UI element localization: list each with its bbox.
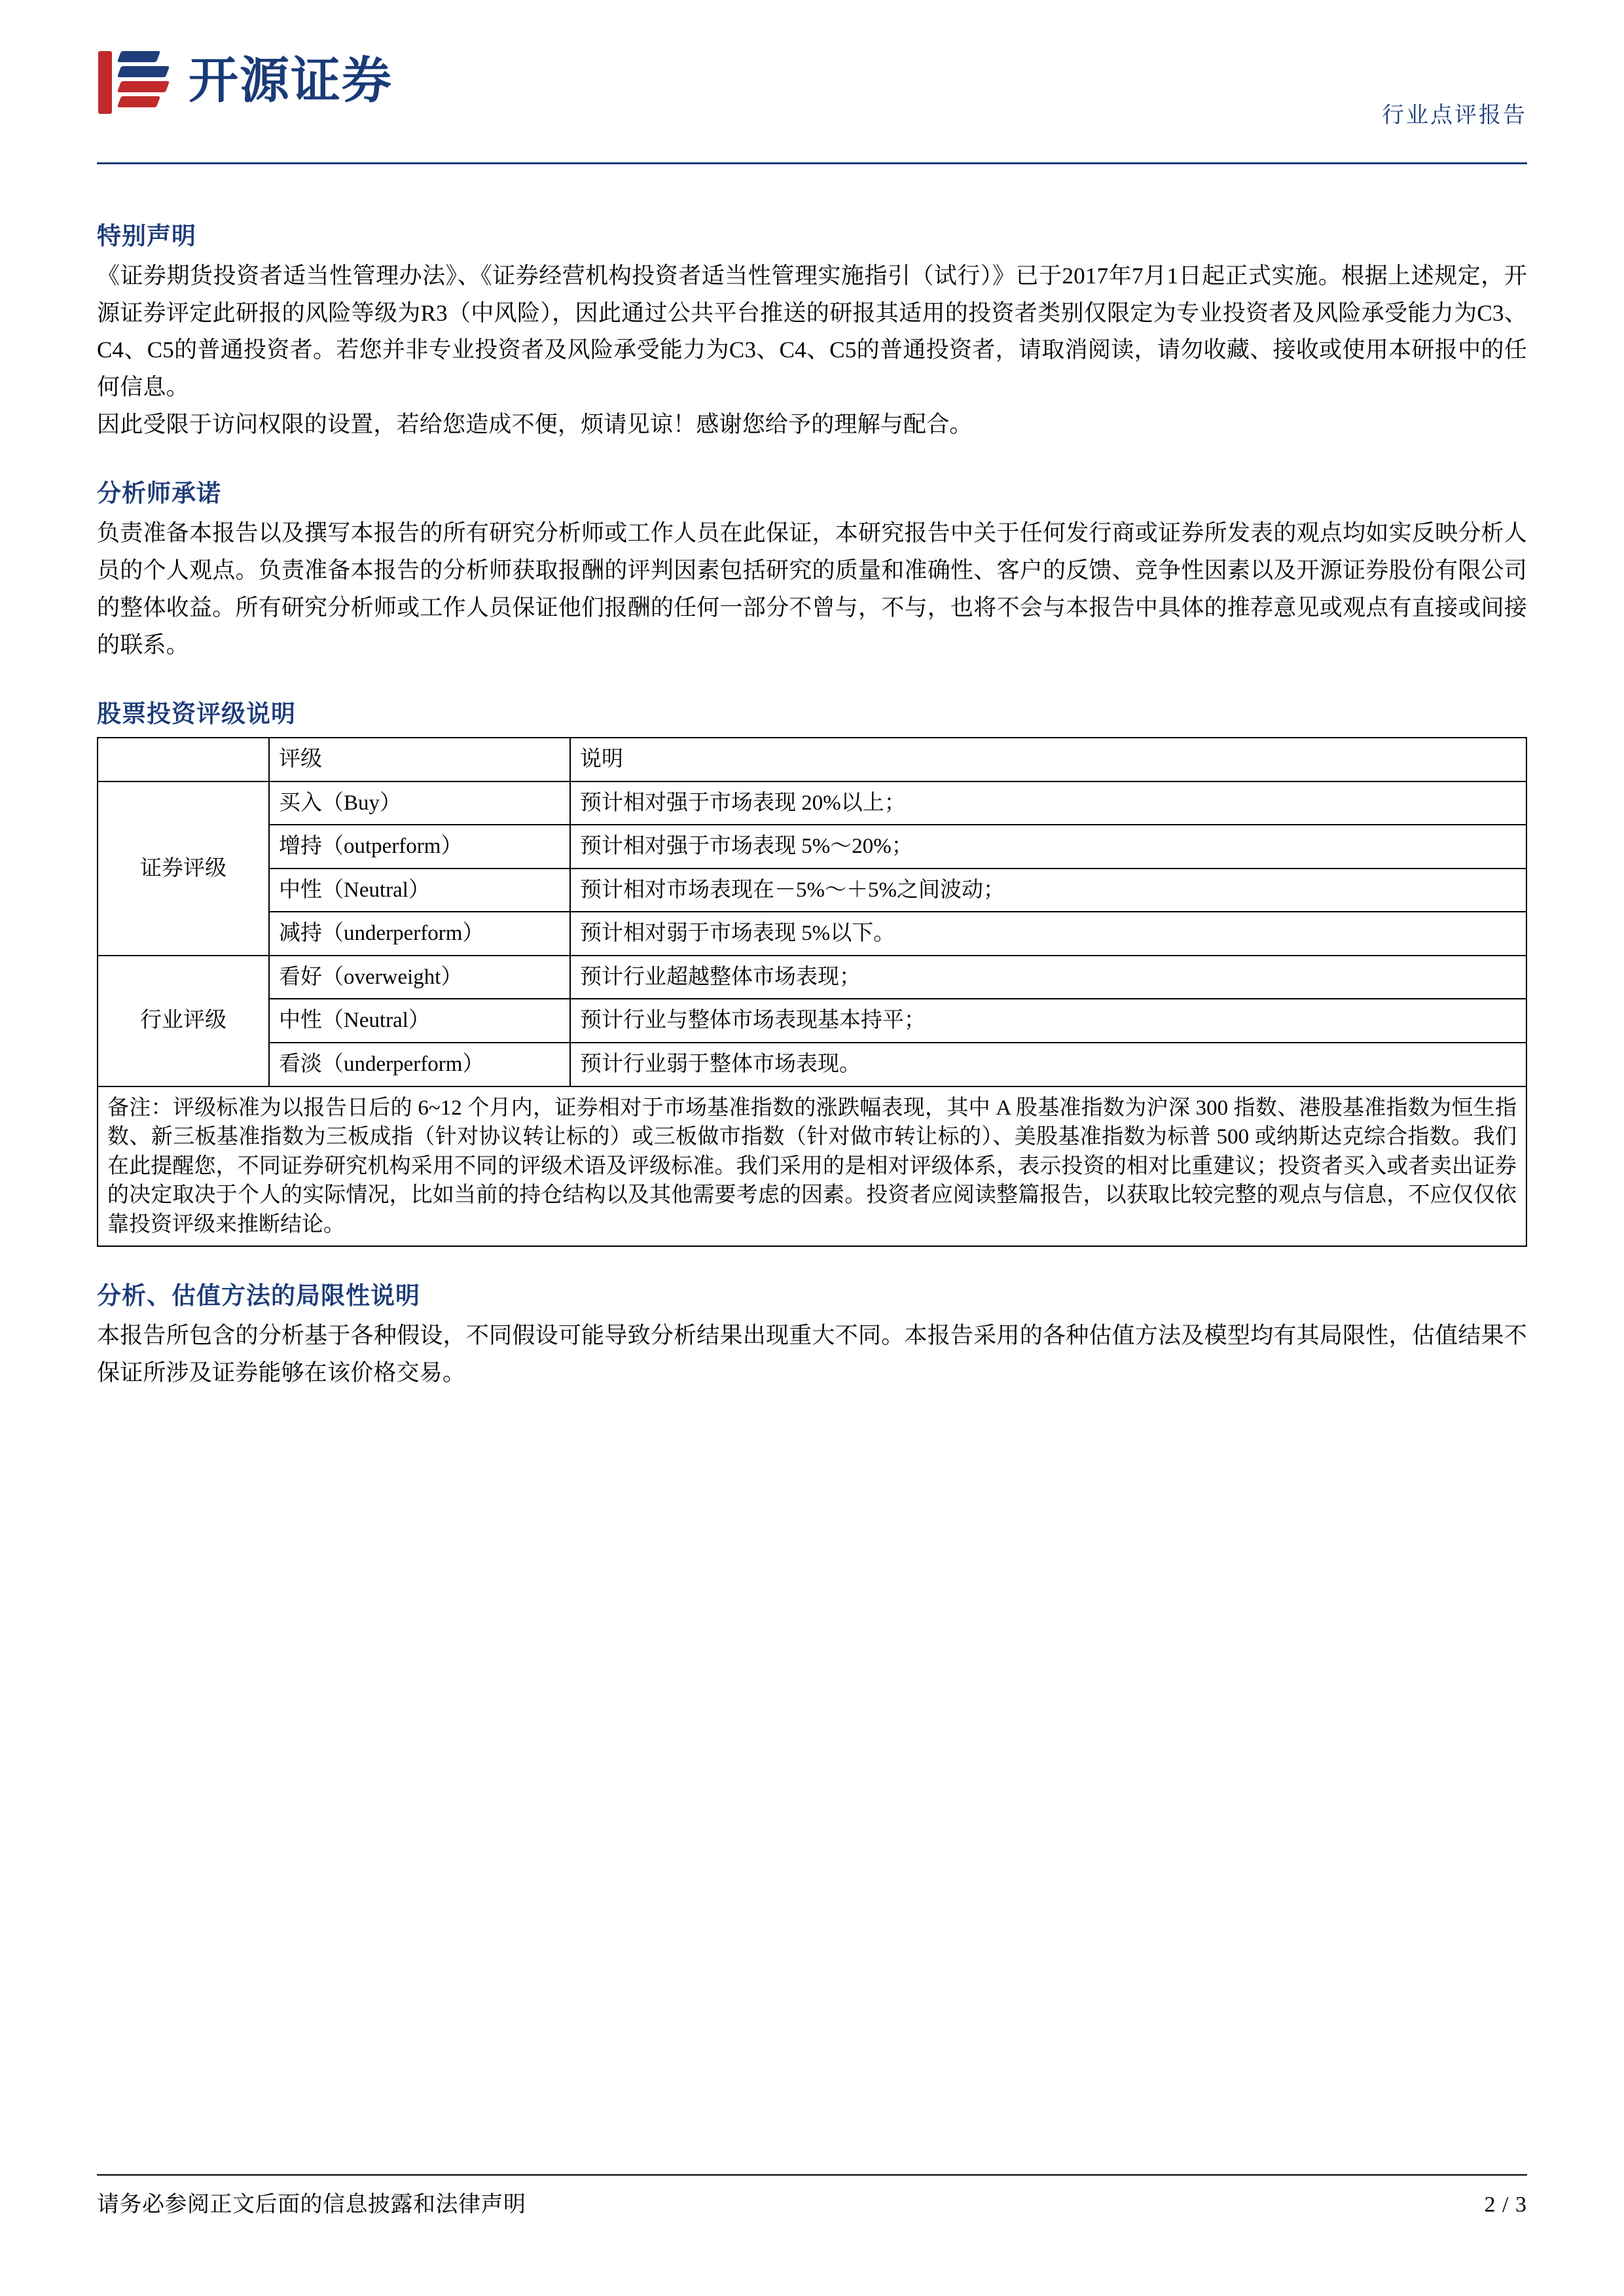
rating-label: 中性（Neutral）: [269, 869, 570, 912]
rating-table-note: 备注：评级标准为以报告日后的 6~12 个月内，证券相对于市场基准指数的涨跌幅表现，其中 A 股基准指数为沪深 300 指数、港股基准指数为恒生指数、新三板基准指数为三板成指（针对协议转让标的）或三板做市指数（针对做市转让标的）、美股基准指数为标普 500 或纳斯达克综合指数。我们在此提醒您，不同证券研究机构采用不同的评级术语及评级标准。我们采用的是相对评级体系，表示投资的相对比重建议；投资者买入或者卖出证券的决定取决于个人的实际情况，比如当前的持仓结构以及其他需要考虑的因素。投资者应阅读整篇报告，以获取比较完整的观点与信息，不应仅仅依靠投资评级来推断结论。: [98, 1086, 1526, 1247]
company-name: 开源证券: [189, 54, 393, 109]
section-title-special-statement: 特别声明: [97, 223, 196, 250]
table-row: [98, 869, 1526, 912]
footer-disclaimer: 请务必参阅正文后面的信息披露和法律声明: [97, 2193, 526, 2217]
rating-label: 中性（Neutral）: [269, 999, 570, 1043]
rating-desc: 预计相对强于市场表现 20%以上；: [570, 781, 1526, 825]
section-analyst-commitment: [97, 473, 1527, 664]
page-footer: [97, 2186, 1527, 2218]
rating-label: 看淡（underperform）: [269, 1043, 570, 1086]
table-row: [98, 1043, 1526, 1086]
section-special-statement: [97, 216, 1527, 443]
rating-desc: 预计相对弱于市场表现 5%以下。: [570, 912, 1526, 956]
section-rating-explanation: [97, 694, 1527, 1247]
table-row: [98, 738, 1526, 781]
rating-desc: 预计行业超越整体市场表现；: [570, 956, 1526, 999]
logo-mark-icon: [97, 46, 174, 117]
rating-desc: 预计相对市场表现在－5%～＋5%之间波动；: [570, 869, 1526, 912]
analyst-commitment-paragraph: 负责准备本报告以及撰写本报告的所有研究分析师或工作人员在此保证，本研究报告中关于任何发行商或证券所发表的观点均如实反映分析人员的个人观点。负责准备本报告的分析师获取报酬的评判因素包括研究的质量和准确性、客户的反馈、竞争性因素以及开源证券股份有限公司的整体收益。所有研究分析师或工作人员保证他们报酬的任何一部分不曾与，不与，也将不会与本报告中具体的推荐意见或观点有直接或间接的联系。: [97, 520, 1527, 658]
table-row: [98, 1086, 1526, 1247]
rating-label: 增持（outperform）: [269, 825, 570, 869]
brand-logo: [97, 46, 393, 117]
table-row: [98, 999, 1526, 1043]
table-row: [98, 912, 1526, 956]
footer-divider: [97, 2174, 1527, 2176]
table-header-rating: 评级: [269, 738, 570, 781]
section-limitations: [97, 1276, 1527, 1391]
rating-label: 买入（Buy）: [269, 781, 570, 825]
rating-desc: 预计行业与整体市场表现基本持平；: [570, 999, 1526, 1043]
header-divider: [97, 162, 1527, 164]
table-row: [98, 825, 1526, 869]
page-number: 2 / 3: [1484, 2193, 1527, 2217]
section-title-limitations: 分析、估值方法的局限性说明: [97, 1283, 420, 1310]
group-label-securities-rating: 证券评级: [98, 781, 269, 956]
special-statement-paragraph-1: 《证券期货投资者适当性管理办法》、《证券经营机构投资者适当性管理实施指引（试行）》已于2017年7月1日起正式实施。根据上述规定，开源证券评定此研报的风险等级为R3（中风险），因此通过公共平台推送的研报其适用的投资者类别仅限定为专业投资者及风险承受能力为C3、C4、C5的普通投资者。若您并非专业投资者及风险承受能力为C3、C4、C5的普通投资者，请取消阅读，请勿收藏、接收或使用本研报中的任何信息。: [97, 263, 1527, 401]
rating-label: 减持（underperform）: [269, 912, 570, 956]
section-title-analyst-commitment: 分析师承诺: [97, 480, 221, 508]
rating-desc: 预计行业弱于整体市场表现。: [570, 1043, 1526, 1086]
group-label-industry-rating: 行业评级: [98, 956, 269, 1086]
rating-label: 看好（overweight）: [269, 956, 570, 999]
rating-desc: 预计相对强于市场表现 5%～20%；: [570, 825, 1526, 869]
rating-table: [97, 737, 1527, 1247]
table-row: [98, 781, 1526, 825]
limitations-paragraph: 本报告所包含的分析基于各种假设，不同假设可能导致分析结果出现重大不同。本报告采用的各种估值方法及模型均有其局限性，估值结果不保证所涉及证券能够在该价格交易。: [97, 1323, 1527, 1386]
special-statement-paragraph-2: 因此受限于访问权限的设置，若给您造成不便，烦请见谅！感谢您给予的理解与配合。: [97, 411, 973, 437]
section-title-rating-explanation: 股票投资评级说明: [97, 701, 296, 728]
report-type-label: 行业点评报告: [1382, 103, 1527, 128]
page-header: [97, 39, 1527, 167]
table-header-desc: 说明: [570, 738, 1526, 781]
document-body: [97, 216, 1527, 1422]
table-header-blank: [98, 738, 269, 781]
table-row: [98, 956, 1526, 999]
